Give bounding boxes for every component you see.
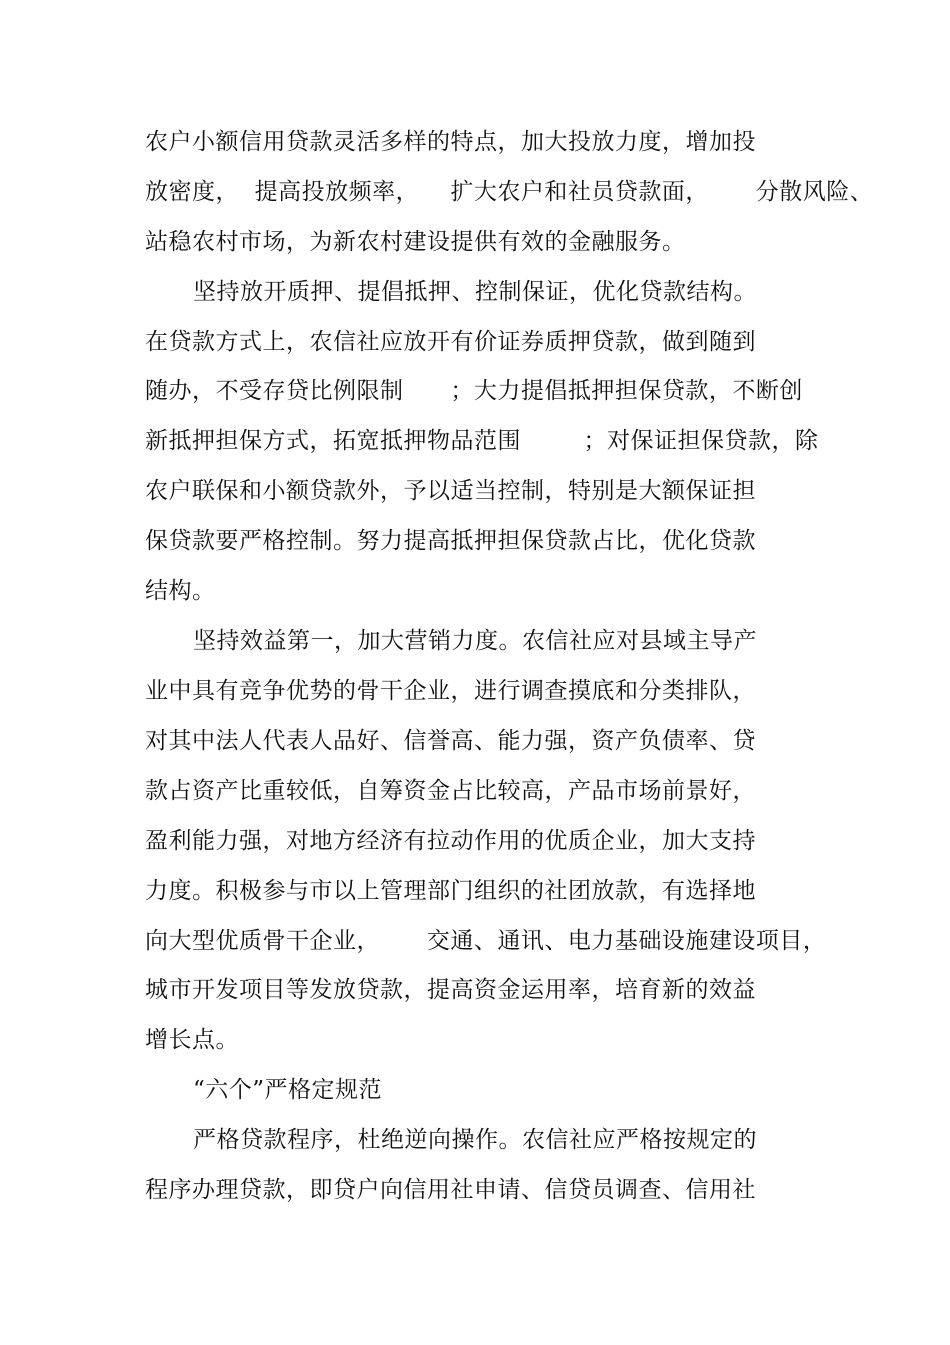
paragraph-start-line: 严格贷款程序，杜绝逆向操作。农信社应严格按规定的 [193,1127,757,1153]
paragraph-start-line: 坚持放开质押、提倡抵押、控制保证，优化贷款结构。 [193,279,757,305]
text-line: 增长点。 [145,1027,239,1053]
text-line: 款占资产比重较低，自筹资金占比较高，产品市场前景好， [145,778,756,804]
text-line: 程序办理贷款，即贷户向信用社申请、信贷员调查、信用社 [145,1177,756,1203]
text-line: 站稳农村市场，为新农村建设提供有效的金融服务。 [145,229,686,255]
text-line: 向大型优质骨干企业， 交通、通讯、电力基础设施建设项目， [145,928,827,954]
text-line: 在贷款方式上，农信社应放开有价证券质押贷款，做到随到 [145,329,756,355]
text-line: 对其中法人代表人品好、信誉高、能力强，资产负债率、贷 [145,728,756,754]
text-line: 城市开发项目等发放贷款，提高资金运用率，培育新的效益 [145,977,756,1003]
section-heading: “六个”严格定规范 [193,1077,383,1103]
text-line: 放密度， 提高投放频率， 扩大农户和社员贷款面， 分散风险、 [145,179,874,205]
text-line: 随办，不受存贷比例限制 ；大力提倡抵押担保贷款，不断创 [145,378,803,404]
text-line: 盈利能力强，对地方经济有拉动作用的优质企业，加大支持 [145,828,756,854]
text-line: 业中具有竞争优势的骨干企业，进行调查摸底和分类排队， [145,678,756,704]
text-line: 农户小额信用贷款灵活多样的特点，加大投放力度，增加投 [145,129,756,155]
text-line: 结构。 [145,578,216,604]
paragraph-start-line: 坚持效益第一，加大营销力度。农信社应对县域主导产 [193,628,757,654]
text-line: 保贷款要严格控制。努力提高抵押担保贷款占比，优化贷款 [145,528,756,554]
text-line: 新抵押担保方式，拓宽抵押物品范围 ；对保证担保贷款，除 [145,428,819,454]
text-line: 力度。积极参与市以上管理部门组织的社团放款，有选择地 [145,878,756,904]
text-line: 农户联保和小额贷款外，予以适当控制，特别是大额保证担 [145,478,756,504]
